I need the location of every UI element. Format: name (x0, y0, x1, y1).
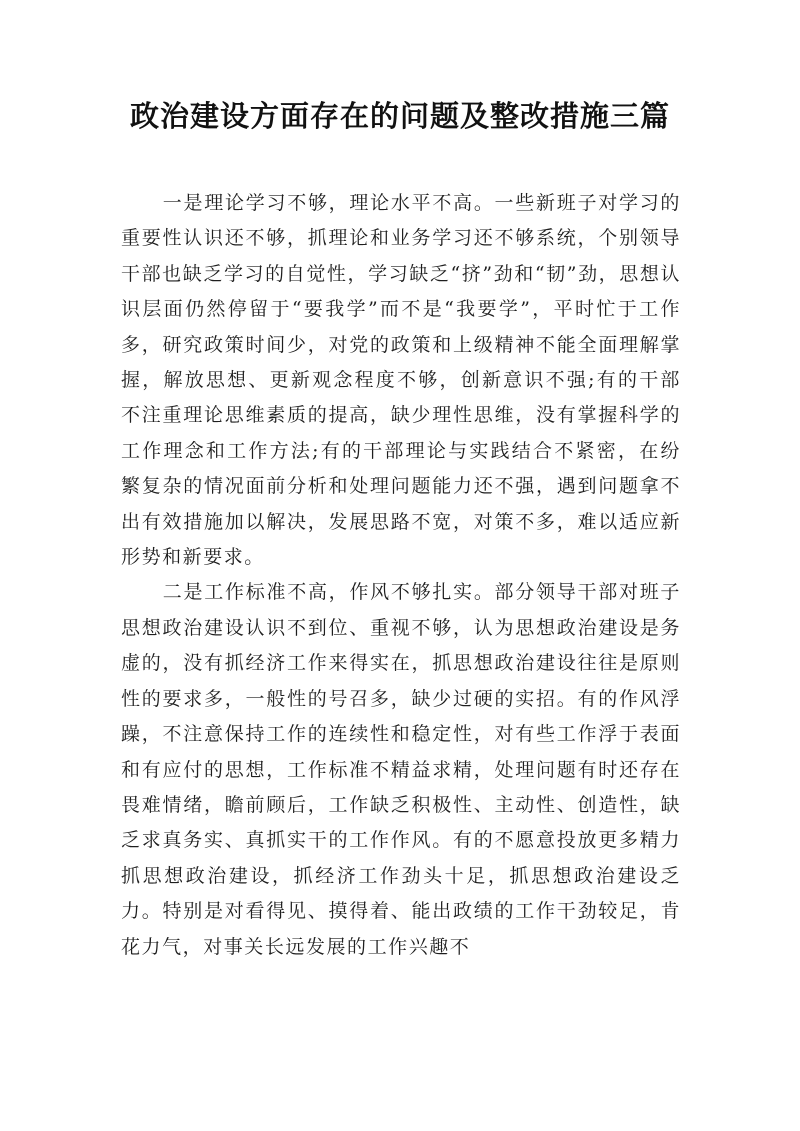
document-title: 政治建设方面存在的问题及整改措施三篇 (129, 99, 670, 133)
paragraph-2: 二是工作标准不高，作风不够扎实。部分领导干部对班子思想政治建设认识不到位、重视不够，认为思想政治建设是务虚的，没有抓经济工作来得实在，抓思想政治建设往往是原则性的要求多，一般性的号召多，缺少过硬的实招。有的作风浮躁，不注意保持工作的连续性和稳定性，对有些工作浮于表面和有应付的思想，工作标准不精益求精，处理问题有时还存在畏难情绪，瞻前顾后，工作缺乏积极性、主动性、创造性，缺乏求真务实、真抓实干的工作作风。有的不愿意投放更多精力抓思想政治建设，抓经济工作劲头十足，抓思想政治建设乏力。特别是对看得见、摸得着、能出政绩的工作干劲较足，肯花力气，对事关长远发展的工作兴趣不 (121, 581, 681, 958)
document-body (121, 186, 681, 965)
paragraph-1: 一是理论学习不够，理论水平不高。一些新班子对学习的重要性认识还不够，抓理论和业务学习还不够系统，个别领导干部也缺乏学习的自觉性，学习缺乏“挤”劲和“韧”劲，思想认识层面仍然停留于“要我学”而不是“我要学”，平时忙于工作多，研究政策时间少，对党的政策和上级精神不能全面理解掌握，解放思想、更新观念程度不够，创新意识不强;有的干部不注重理论思维素质的提高，缺少理性思维，没有掌握科学的工作理念和工作方法;有的干部理论与实践结合不紧密，在纷繁复杂的情况面前分析和处理问题能力还不强，遇到问题拿不出有效措施加以解决，发展思路不宽，对策不多，难以适应新形势和新要求。 (121, 192, 681, 569)
